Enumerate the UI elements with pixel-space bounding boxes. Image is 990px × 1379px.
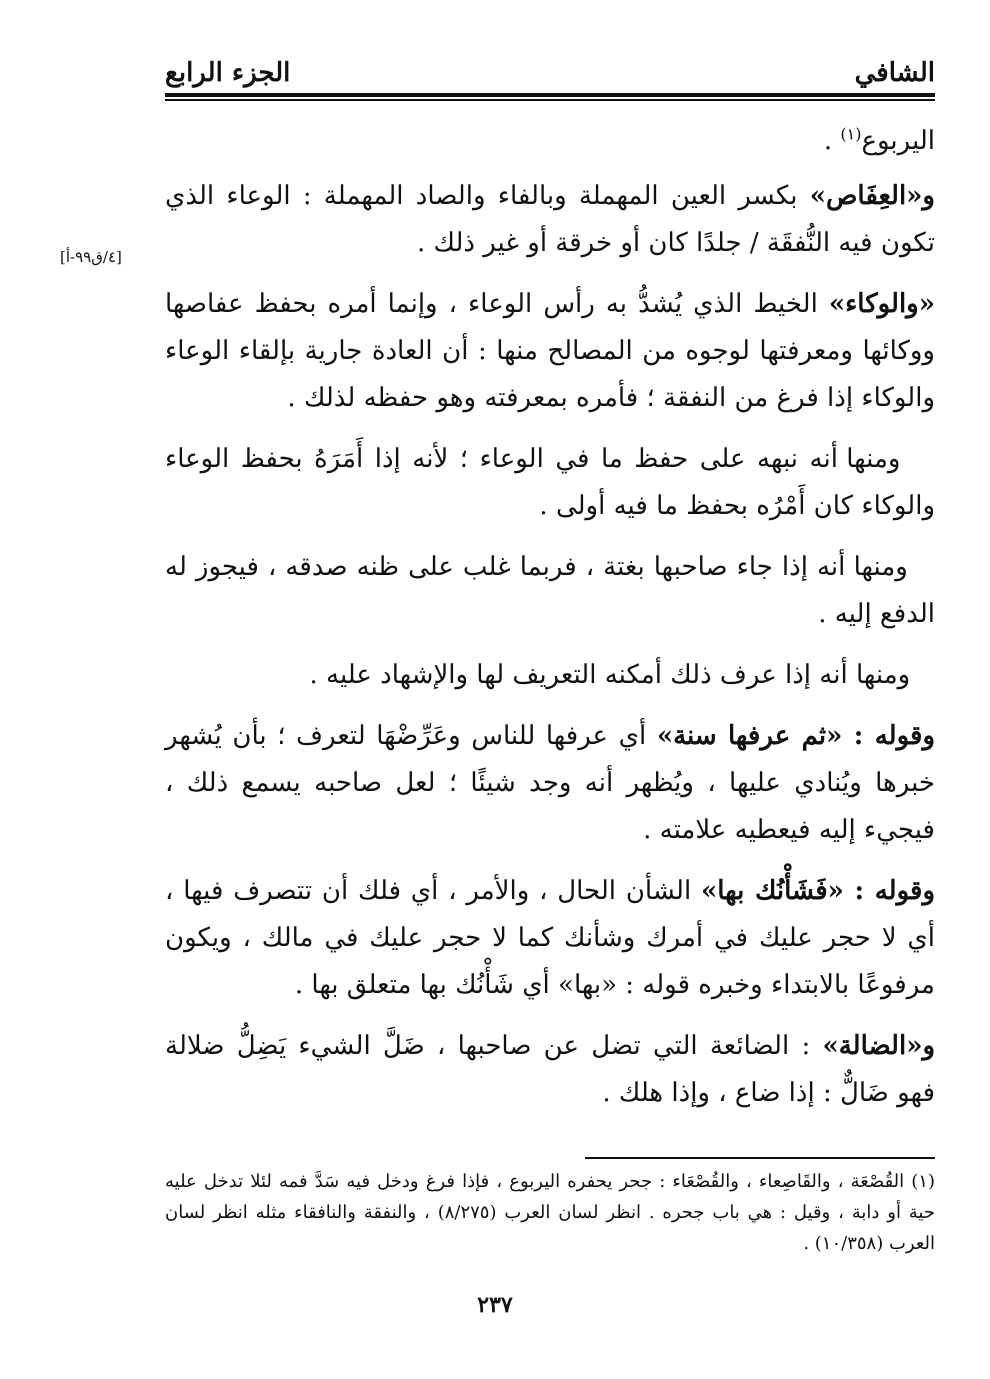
paragraph <box>165 436 935 530</box>
defined-term: وقوله : «ثم عرفها سنة» <box>656 721 935 751</box>
header-rule-thick <box>165 93 935 97</box>
paragraph <box>165 173 935 267</box>
defined-term: «والوكاء» <box>828 289 935 319</box>
paragraph <box>165 713 935 854</box>
running-header <box>165 52 935 92</box>
paragraph-text: بكسر العين المهملة وبالفاء والصاد المهملة : الوعاء الذي تكون فيه النُّفقَة / جلدًا كان أو خرقة أو غير ذلك . <box>165 181 935 258</box>
paragraph <box>165 652 935 699</box>
footnotes <box>165 1166 935 1259</box>
footnote: (١) القُصْعَة ، والقَاصِعاء ، والقُصْعَاء : جحر يحفره اليربوع ، فإذا فرغ ودخل فيه سَدَّ فمه لئلا تدخل عليه حية أو دابة ، وقيل : هي باب جحره . انظر لسان العرب (٨/٢٧٥) ، والنفقة والنافقاء مثله انظر لسان العرب (١٠/٣٥٨) . <box>165 1171 935 1254</box>
paragraph-text: ومنها أنه نبهه على حفظ ما في الوعاء ؛ لأنه إذا أَمَرَهُ بحفظ الوعاء والوكاء كان أَمْرُه بحفظ ما فيه أولى . <box>165 444 935 521</box>
paragraph-text: أي عرفها للناس وعَرِّضْهَا لتعرف ؛ بأن يُشهر خبرها ويُنادي عليها ، ويُظهر أنه وجد شيئًا ؛ لعل صاحبه يسمع ذلك ، فيجيء إليه فيعطيه علامته . <box>165 721 935 845</box>
paragraph-text: ومنها أنه إذا عرف ذلك أمكنه التعريف لها والإشهاد عليه . <box>309 660 911 690</box>
paragraph-end: . <box>823 126 841 156</box>
defined-term: و«العِفَاص» <box>809 181 935 211</box>
paragraph-text: اليربوع <box>861 126 935 156</box>
paragraph <box>165 868 935 1009</box>
defined-term: و«الضالة» <box>822 1031 935 1061</box>
header-rule-thin <box>165 99 935 101</box>
paragraph-continuation <box>165 118 935 165</box>
volume-title: الجزء الرابع <box>165 58 291 88</box>
paragraph-text: الشأن الحال ، والأمر ، أي فلك أن تتصرف فيها ، أي لا حجر عليك في أمرك وشأنك كما لا حجر عليك في مالك ، ويكون مرفوعًا بالابتداء وخبره قوله : «بها» أي شَأْنُك بها متعلق بها . <box>165 876 935 1000</box>
main-text <box>165 118 935 1131</box>
footnote-marker: (١) <box>840 124 862 144</box>
defined-term: وقوله : «فَشَأْنُك بها» <box>701 876 935 906</box>
manuscript-folio-note: [٤/ق٩٩-أ] <box>60 248 122 266</box>
paragraph <box>165 1023 935 1117</box>
book-title: الشافي <box>854 58 935 88</box>
paragraph <box>165 281 935 422</box>
paragraph-text: الخيط الذي يُشدُّ به رأس الوعاء ، وإنما أمره بحفظ عفاصها ووكائها ومعرفتها لوجوه من المصالح منها : أن العادة جارية بإلقاء الوعاء والوكاء إذا فرغ من النفقة ؛ فأمره بمعرفته وهو حفظه لذلك . <box>165 289 935 413</box>
page-number: ٢٣٧ <box>477 1292 513 1318</box>
footnote-separator <box>585 1157 935 1159</box>
paragraph <box>165 544 935 638</box>
paragraph-text: : الضائعة التي تضل عن صاحبها ، ضَلَّ الشيء يَضِلُّ ضلالة فهو ضَالٌّ : إذا ضاع ، وإذا هلك . <box>165 1031 935 1108</box>
paragraph-text: ومنها أنه إذا جاء صاحبها بغتة ، فربما غلب على ظنه صدقه ، فيجوز له الدفع إليه . <box>165 552 935 629</box>
